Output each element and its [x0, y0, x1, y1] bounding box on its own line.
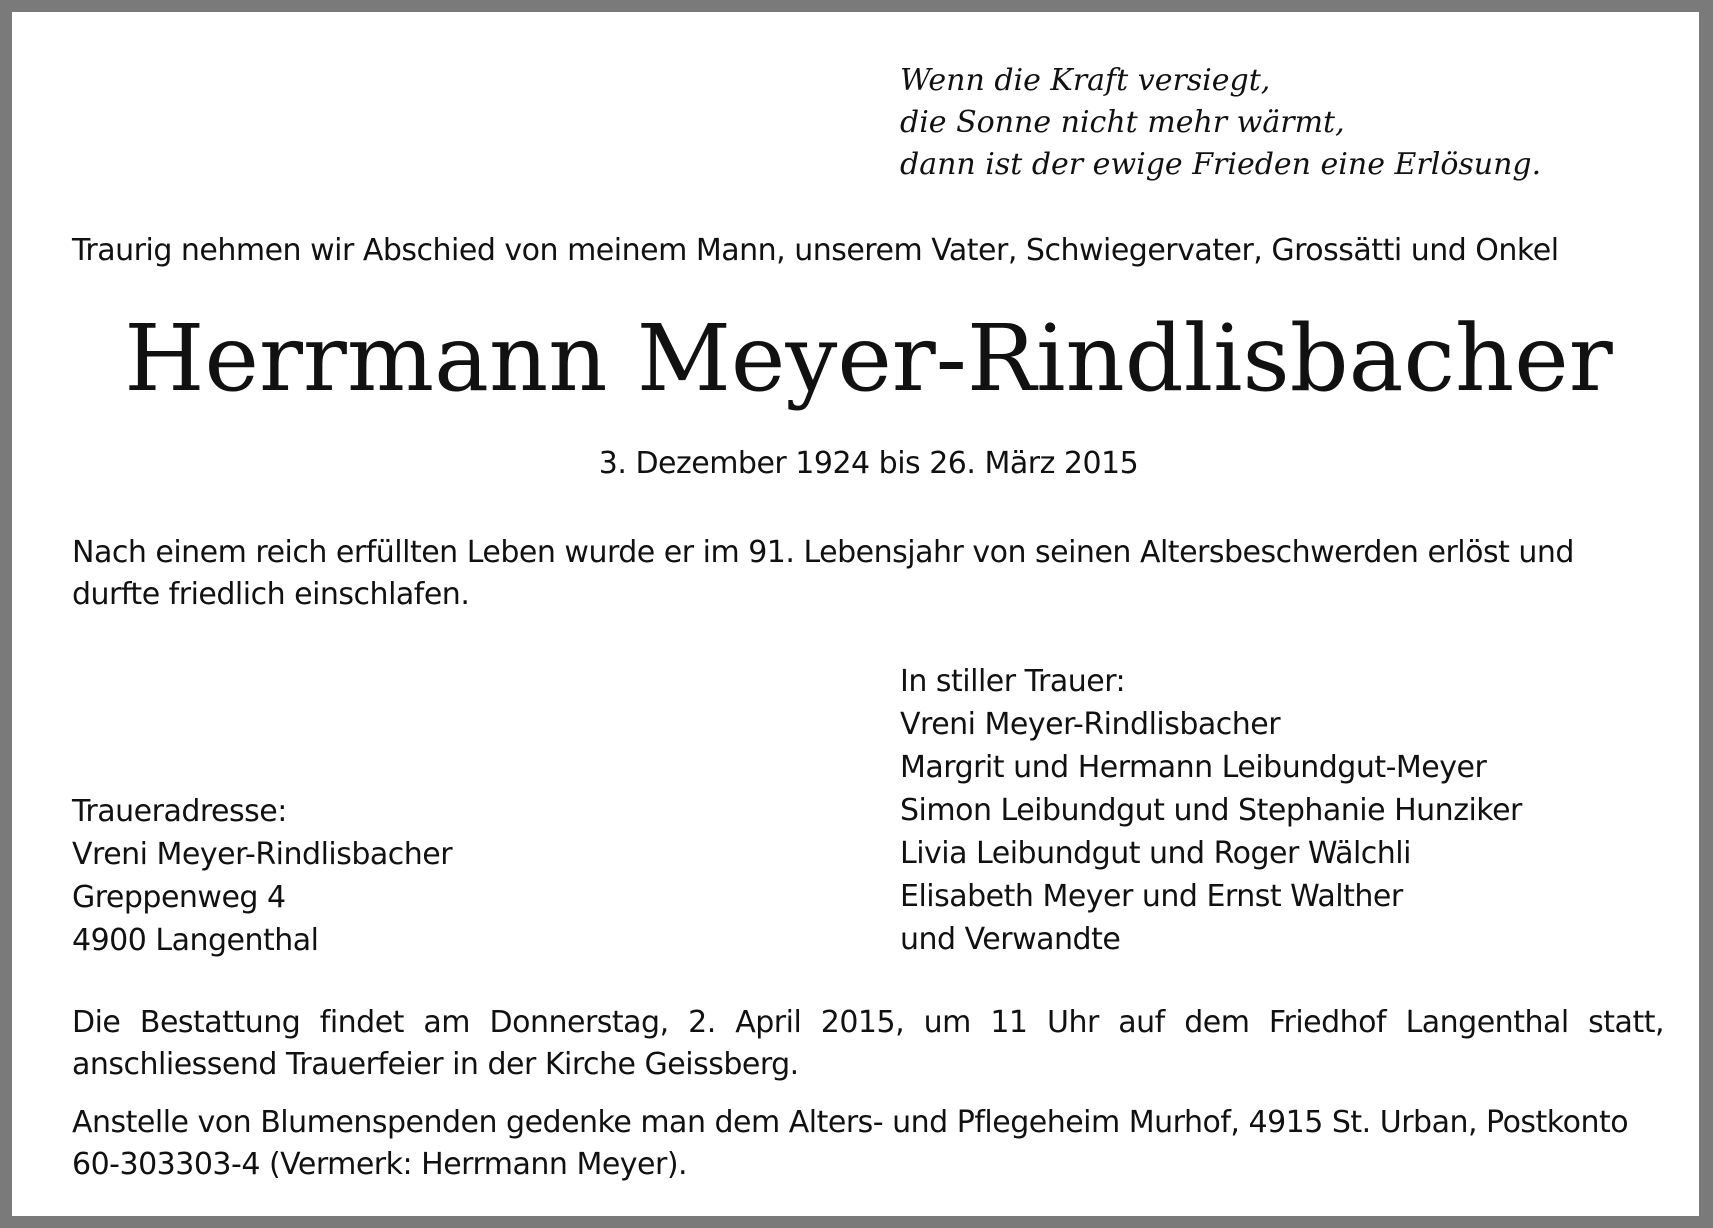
mourner-line: Livia Leibundgut und Roger Wälchli — [900, 836, 1411, 871]
quote-line: dann ist der ewige Frieden eine Erlösung. — [900, 147, 1542, 182]
life-paragraph: Nach einem reich erfüllten Leben wurde er im 91. Lebensjahr von seinen Altersbeschwerden erlöst und durfte friedlich einschlafen. — [72, 535, 1574, 612]
mourners-heading: In stiller Trauer: — [900, 664, 1126, 699]
mourner-line: Vreni Meyer-Rindlisbacher — [900, 707, 1281, 742]
mourner-line: Elisabeth Meyer und Ernst Walther — [900, 879, 1403, 914]
funeral-paragraph: Die Bestattung findet am Donnerstag, 2. April 2015, um 11 Uhr auf dem Friedhof Langenthal statt, anschliessend Trauerfeier in der Kirche Geissberg. — [72, 1005, 1664, 1082]
mourner-line: und Verwandte — [900, 922, 1121, 957]
mourner-line: Simon Leibundgut und Stephanie Hunziker — [900, 793, 1522, 828]
deceased-name: Herrmann Meyer-Rindlisbacher — [124, 305, 1613, 412]
mourning-address — [72, 790, 452, 962]
quote-line: Wenn die Kraft versiegt, — [900, 63, 1271, 98]
address-heading: Traueradresse: — [72, 794, 287, 829]
address-line: Vreni Meyer-Rindlisbacher — [72, 837, 453, 872]
intro-text: Traurig nehmen wir Abschied von meinem Mann, unserem Vater, Schwiegervater, Grossätti und Onkel — [72, 233, 1559, 268]
donation-paragraph: Anstelle von Blumenspenden gedenke man dem Alters- und Pflegeheim Murhof, 4915 St. Urban, Postkonto 60-303303-4 (Vermerk: Herrmann Meyer). — [72, 1105, 1629, 1182]
mourners-list — [900, 660, 1522, 961]
quote-line: die Sonne nicht mehr wärmt, — [900, 105, 1345, 140]
quote — [900, 60, 1541, 186]
life-dates: 3. Dezember 1924 bis 26. März 2015 — [598, 446, 1139, 481]
address-line: 4900 Langenthal — [72, 923, 319, 958]
mourner-line: Margrit und Hermann Leibundgut-Meyer — [900, 750, 1487, 785]
address-line: Greppenweg 4 — [72, 880, 286, 915]
